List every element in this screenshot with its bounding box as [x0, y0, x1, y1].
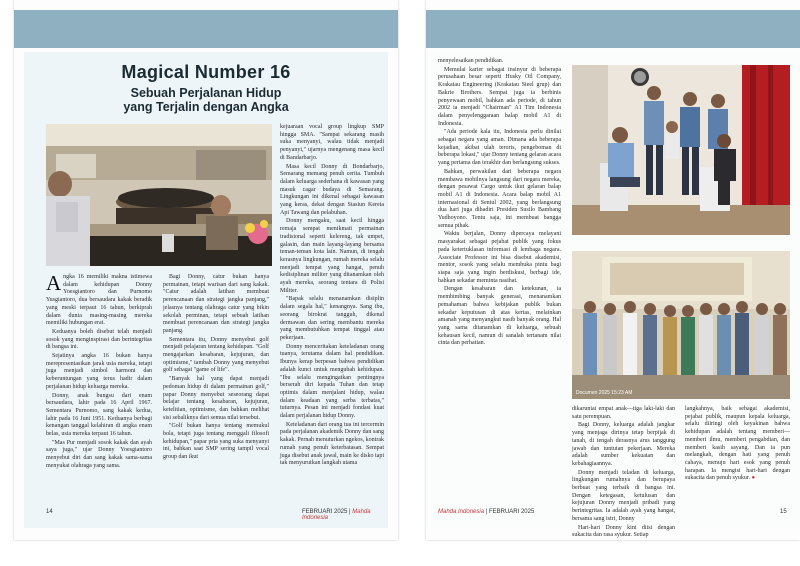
paragraph: Keduanya boleh disebut telah menjadi sosok yang menginspirasi dan berintegritas di bangsa ini.	[46, 328, 152, 351]
top-color-band	[426, 10, 800, 48]
paragraph: "Ada periode kala itu, Indonesia perlu dinilai sebagai negara yang aman. Dimana ada beberapa kejadian, akibat ulah teroris, pengeboman di beberapa lokasi," ujar Donny tentang gelaran acara yang pertama dan terakhir dan berlangsung sukses.	[438, 129, 561, 167]
footer-brand: Mahda Indonesia	[302, 509, 371, 521]
article-subtitle	[14, 86, 398, 114]
paragraph	[685, 406, 790, 483]
subtitle-line-2: yang Terjalin dengan Angka	[123, 100, 289, 114]
footer-brand: Mahda Indonesia	[438, 509, 485, 515]
paragraph: Memulai karier sebagai insinyur di beberapa perusahaan besar seperti Husky Oil Company, Krakatau Engineering (Krakatau Steel grup) dan Bakrie Brothers. Sempat juga ia berbinis penyewaan mobil, bahkan ada periode, di tahun 2002 ia menjadi "Chairman" A1 Tim Indonesia dalam penyelenggaraan balap mobil A1 di Indonesia.	[438, 66, 561, 127]
paragraph: Donny mengaku, saat kecil hingga remaja sempat menikmati permainan tradisional seperti kelereng, tak umpet, galasin, dan main layang-layang bersama teman-teman kota lain. Namun, di tengah kerasnya lingkungan, rumah mereka selalu menjadi tempat yang hangat, penuh kedisiplinan militer yang ditanamkan oleh ayah mereka, seorang tentara di Polisi Militer.	[280, 218, 384, 294]
group-illustration	[572, 251, 790, 399]
footer-month: FEBRUARI 2025	[302, 509, 348, 515]
paragraph: Hari-hari Donny kini diisi dengan sukacita dan rasa syukur. Setiap	[572, 524, 675, 539]
paragraph: "Golf bukan hanya tentang memukul bola, tetapi juga tentang menggali filosofi kehidupan," papar pria yang suka menyanyi ini, bahkan saat SMP sering tampil vocal group dan ikut	[163, 423, 269, 461]
end-mark-icon: ●	[751, 475, 756, 482]
right-page	[426, 0, 800, 540]
right-column-1	[438, 58, 561, 349]
page-footer: Mahda Indonesia | FEBRUARI 2025	[438, 509, 535, 515]
paragraph: ngka 16 memiliki makna istimewa dalam kehidupan Donny Yoesgiantoro dan Purnomo Yusgiantoro, dua bersaudara kakak beradik yang meski terpaut 16 tahun, berkiprah dalam dunia masing-masing mereka memiliki hubungan erat.	[46, 274, 152, 327]
top-color-band	[14, 10, 398, 48]
paragraph: Keteladanan dari orang tua ini tercermin pada perjalanan akademik Donny dan sang kakak. Pernah menuturkan ngekos, kontrak rumah yang penuh keterbatasan. Sempat juga disebut anak jawal, main ke disko tapi tak menyurutkan langkah utama	[280, 421, 384, 467]
paragraph: Waktu berjalan, Donny dipercaya melayani masyarakat sebagai pejabat publik yang fokus pada ketertuklasan informasi di lembaga negara. Associate Professor ini bisa disebut akademisi, mentor, sosok yang selalu membuka pintu bagi siapa saja yang ingin berdiskusi, berbagi ide, bahkan sekadar meminta nasihat.	[438, 231, 561, 284]
left-column-1	[46, 271, 152, 472]
left-column-3	[280, 124, 384, 469]
paragraph: Sementara itu, Donny menyebut golf menjadi pelajaran tentang kehidupan. "Golf mengajarkan kesabaran, kejujuran, dan optimisme," tambah Donny yang menyebut golf sebagai "game of life".	[163, 336, 269, 374]
page-footer: FEBRUARI 2025 | Mahda Indonesia	[302, 509, 371, 521]
paragraph: kejuaraan vocal group lingkup SMP hingga SMA. "Sampai sekarang masih suka menyanyi, walau tidak menjadi penyanyi," ujarnya mengenang masa kecil di Bandarbarjo.	[280, 124, 384, 161]
right-column-3	[685, 406, 790, 484]
paragraph: Masa kecil Donny di Bondarbarjo, Semarang memang penuh cerita. Tumbuh dalam keluarga sederhana di kawasan yang masuk cagar budaya di Semarang. Lingkungan ini dikenal sebagai kawasan yang keras, dekat dengan Stasiun Kereta Api Tawang dan pelabuhan.	[280, 163, 384, 216]
paragraph: Bagi Donny, keluarga adalah jangkar yang menjaga dirinya tetap berpijak di tanah, di tengah derasnya arus tanggung jawab dan tuntutan pekerjaan. Mereka adalah sumber kekuatan dan kebahagiaannya.	[572, 422, 675, 467]
article-title: Magical Number 16	[121, 62, 291, 82]
drop-cap: A	[46, 271, 62, 295]
paragraph: menyelesaikan pendidikan.	[438, 58, 504, 64]
paragraph: Bagi Donny, catur bukan hanya permainan, tetapi warisan dari sang kakak. "Catur adalah latihan membuat perencanaan dan strategi jangka panjang," jelasnya tentang olahraga catur yang bikin sekolah perminan, tetapi sebuah latihan membuat perencanaan dan strategi jangka panjang.	[163, 274, 269, 334]
family-illustration	[572, 65, 790, 235]
paragraph: "Mas Pur menjadi sosok kakak dan ayah saya juga," ujar Donny Yoesgiantoro menyebut diri dan sang kakak sama-sama menyukai olahraga yang sama.	[46, 439, 152, 469]
photo-timestamp: Documen 2025 15:23 AM	[576, 390, 633, 396]
family-photo	[572, 65, 790, 235]
footer-month: FEBRUARI 2025	[488, 509, 535, 515]
left-column-2	[163, 274, 269, 463]
paragraph: "Bapak selalu menanamkan disiplin dalam segala hal," kenangnya. Sang ibu, seorang birokrat tangguh, dikenal dermawan dan sering membantu mereka yang membutuhkan tempat tinggal atau pekerjaan.	[280, 296, 384, 341]
group-photo	[572, 251, 790, 399]
paragraph: "Banyak hal yang dapat menjadi pedoman hidup di dalam permainan golf," papar Donny menyebut seseorang dapat belajar tentang kesabaran, kejujuran, ketelitian, optimisme, dan bahkan melihat sisi sebaliknya dari semua nilai tersebut.	[163, 376, 269, 421]
closing-text: langkahnya, baik sebagai akademisi, pejabat publik, maupun kepala keluarga, selalu diiringi oleh keyakinan bahwa kehidupan adalah tentang memberi—memberi ilmu, memberi pengabdian, dan memberi kasih sayang. Dan ia pun melangkah, dengan hati yang penuh cahaya, menuju hari esok yang penuh harapan. Ia mengisi hari-hari dengan sukacita dan penuh syukur.	[685, 406, 790, 482]
paragraph: dikaruniai empat anak—tiga laki-laki dan satu perempuan.	[572, 406, 675, 420]
paragraph: Sejatinya angka 16 bukan hanya merepresentasikan jarak usia mereka, tetapi juga menjadi simbol harmoni dan keberuntungan yang terus hadir dalam perjalanan hidup keluarga mereka.	[46, 353, 152, 390]
right-column-2	[572, 406, 675, 540]
paragraph: Donny menjadi teladan di keluarga, lingkungan rumahnya dan berupaya berbuat yang terbaik di bangsa ini. Dengan ketegasan, ketulusan dan kejujuran Donny menjadi pribadi yang berintegritas. Ia adalah ayah yang hangat, bersama sang istri, Donny	[572, 469, 675, 522]
paragraph: Dengan kesabaran dan ketekunan, ia membimbing banyak generasi, menanamkan pemahaman bahwa kebijakan publik bukan sekadar keputusan di atas kertas, melainkan amanah yang menyangkut nasib banyak orang. Hal yang sama ditanamkan di keluarga, sebuah kehausan kecil, namun di sanalah tertanam nilai cinta dan perhatian.	[438, 286, 561, 347]
page-number: 15	[780, 509, 787, 515]
subtitle-line-1: Sebuah Perjalanan Hidup	[130, 86, 282, 100]
meeting-illustration	[46, 124, 272, 266]
paragraph: Donny, anak bungsu dari enam bersaudara, lahir pada 16 April 1967. Sementara Purnomo, sang kakak kedua, lahir pada 16 Juni 1951. Keduanya berbagi kenangan tanggal kelahiran di angka enam belas, usia mereka terpaut 16 tahun.	[46, 392, 152, 438]
meeting-photo	[46, 124, 272, 266]
paragraph: Donny menceritakan keteladanan orang tuanya, terutama dalam hal pendidikan. Ibunya kerap berpesan bahwa pendidikan adalah kunci untuk mengubah kehidupan. "Ibu selalu mengingatkan pentingnya berserah diri kepada Tuhan dan tetap optimis dalam menjalani hidup, walau dalam keadaan yang serba terbatas," tuturnya. Pesan ini menjadi fondasi kuat dalam perjalanan hidup Donny.	[280, 343, 384, 420]
page-number: 14	[46, 509, 53, 515]
paragraph: Bahkan, perwakilan dari beberapa negara membawa mobilnya langsung dari negara mereka, dengan pesawat Cargo untuk ikut gelaran balap mobil A1 di Indonesia. Acara balap mobil A1 internasional di Sentul 2002, yang berlangsung dua hari juga dihadiri Presiden Susilo Bambang Yudhoyono. Tentu saja, ini membuat bangga semua pihak.	[438, 168, 561, 229]
left-page	[14, 0, 398, 540]
